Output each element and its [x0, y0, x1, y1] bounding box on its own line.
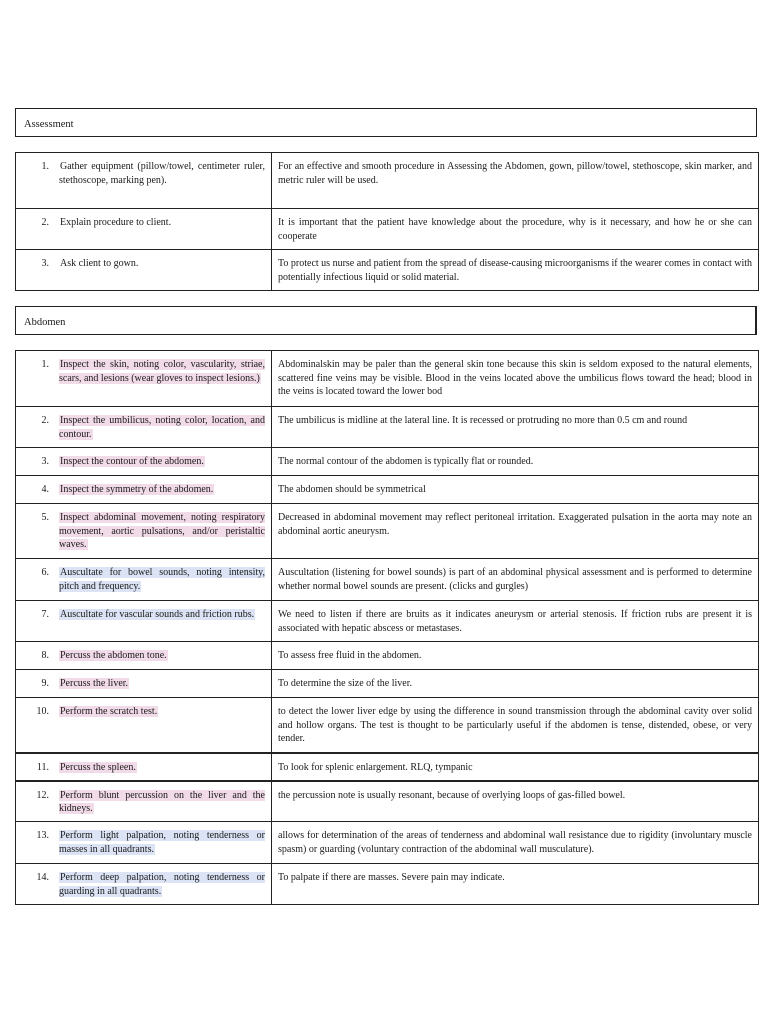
table-row: [16, 476, 759, 504]
step-text: Perform deep palpation, noting tenderness or guarding in all quadrants.: [59, 872, 265, 897]
step-text: Auscultate for bowel sounds, noting intensity, pitch and frequency.: [59, 567, 265, 592]
table-row: [16, 642, 759, 670]
step-number: 7.: [41, 609, 49, 620]
step-number: 3.: [41, 456, 49, 467]
step-text: Perform the scratch test.: [60, 706, 158, 717]
step-cell: [16, 351, 272, 407]
step-description: the percussion note is usually resonant, because of overlying loops of gas-filled bowel.: [278, 789, 626, 801]
table-row: [16, 448, 759, 476]
step-description: Decreased in abdominal movement may reflect peritoneal irritation. Exaggerated pulsation in the aorta may note an abdominal aortic aneurysm.: [278, 512, 752, 537]
description-cell: [272, 698, 759, 753]
step-description: The umbilicus is midline at the lateral line. It is recessed or protruding no more than 0.5 cm and round: [278, 415, 688, 426]
table-row: [16, 822, 759, 864]
table-row: [16, 407, 759, 448]
step-cell: [16, 476, 272, 504]
step-number: 1.: [41, 359, 49, 370]
step-text: Auscultate for vascular sounds and friction rubs.: [60, 609, 255, 620]
step-number: 11.: [36, 761, 49, 773]
step-description: We need to listen if there are bruits as it indicates aneurysm or arterial stenosis. If friction rubs are present it is associated with hepatic abscess or metastases.: [278, 609, 752, 634]
assessment-table: [15, 152, 759, 291]
step-number: 10.: [36, 706, 49, 717]
step-number: 4.: [41, 484, 49, 495]
description-cell: [272, 642, 759, 670]
assessment-title: Assessment: [24, 119, 74, 130]
step-text: Ask client to gown.: [60, 258, 139, 269]
step-number: 2.: [41, 217, 49, 228]
step-text: Inspect abdominal movement, noting respiratory movement, aortic pulsations, and/or peristaltic waves.: [59, 512, 265, 550]
table-row: [16, 781, 759, 822]
description-cell: [272, 670, 759, 698]
step-description: The abdomen should be symmetrical: [278, 484, 426, 495]
step-cell: [16, 250, 272, 291]
step-number: 8.: [41, 650, 49, 661]
step-cell: [16, 670, 272, 698]
step-cell: [16, 559, 272, 601]
description-cell: [272, 822, 759, 864]
table-row: [16, 601, 759, 642]
description-cell: [272, 209, 759, 250]
abdomen-table: [15, 350, 759, 905]
step-text: Inspect the symmetry of the abdomen.: [60, 484, 214, 495]
step-cell: [16, 864, 272, 905]
step-number: 2.: [41, 415, 49, 426]
description-cell: [272, 153, 759, 209]
step-number: 14.: [36, 872, 49, 883]
table-row: [16, 753, 759, 781]
step-cell: [16, 504, 272, 559]
step-number: 3.: [41, 258, 49, 269]
step-text: Inspect the contour of the abdomen.: [60, 456, 204, 467]
description-cell: [272, 476, 759, 504]
step-description: For an effective and smooth procedure in Assessing the Abdomen, gown, pillow/towel, stethoscope, skin marker, and metric ruler will be used.: [278, 161, 752, 186]
step-text: Perform blunt percussion on the liver and the kidneys.: [59, 789, 265, 814]
description-cell: [272, 559, 759, 601]
step-text: Gather equipment (pillow/towel, centimeter ruler, stethoscope, marking pen).: [59, 161, 265, 186]
step-description: To palpate if there are masses. Severe pain may indicate.: [278, 872, 505, 883]
table-row: [16, 351, 759, 407]
description-cell: [272, 864, 759, 905]
step-cell: [16, 822, 272, 864]
step-description: To assess free fluid in the abdomen.: [278, 650, 422, 661]
table-row: [16, 864, 759, 905]
step-text: Percuss the spleen.: [60, 761, 136, 773]
step-cell: [16, 753, 272, 781]
description-cell: [272, 753, 759, 781]
step-description: to detect the lower liver edge by using the difference in sound transmission through the abdominal cavity over solid and hollow organs. The test is thought to be particularly useful if the abdomen is tense, distended, obese, or very tender.: [278, 706, 752, 744]
step-text: Inspect the skin, noting color, vascularity, striae, scars, and lesions (wear gloves to inspect lesions.): [59, 359, 265, 384]
step-number: 13.: [36, 830, 49, 841]
description-cell: [272, 407, 759, 448]
assessment-header: [15, 108, 757, 137]
step-text: Percuss the liver.: [60, 678, 129, 689]
step-cell: [16, 209, 272, 250]
step-cell: [16, 698, 272, 753]
table-row: [16, 504, 759, 559]
description-cell: [272, 448, 759, 476]
step-cell: [16, 407, 272, 448]
step-description: Abdominalskin may be paler than the general skin tone because this skin is seldom exposed to the natural elements, scattered fine veins may be visible. Blood in the veins located above the umbilicus flows toward the head; blood in the veins is located toward the lower bod: [278, 359, 752, 397]
table-row: [16, 250, 759, 291]
table-row: [16, 153, 759, 209]
step-description: It is important that the patient have knowledge about the procedure, why is it necessary, and how he or she can cooperate: [278, 217, 752, 242]
table-row: [16, 698, 759, 753]
step-text: Explain procedure to client.: [60, 217, 172, 228]
step-number: 1.: [41, 161, 49, 172]
step-description: Auscultation (listening for bowel sounds) is part of an abdominal physical assessment and is performed to determine whether normal bowel sounds are present. (clicks and gurgles): [278, 567, 752, 592]
abdomen-header: [15, 306, 757, 335]
step-text: Perform light palpation, noting tenderness or masses in all quadrants.: [59, 830, 265, 855]
step-description: allows for determination of the areas of tenderness and abdominal wall resistance due to rigidity (involuntary muscle spasm) or guarding (voluntary contraction of the abdominal wall musculature).: [278, 830, 752, 855]
step-cell: [16, 153, 272, 209]
step-text: Inspect the umbilicus, noting color, location, and contour.: [59, 415, 265, 440]
step-description: The normal contour of the abdomen is typically flat or rounded.: [278, 456, 534, 467]
step-number: 12.: [36, 789, 49, 801]
description-cell: [272, 601, 759, 642]
table-row: [16, 559, 759, 601]
step-description: To look for splenic enlargement. RLQ, tympanic: [278, 761, 473, 773]
step-text: Percuss the abdomen tone.: [60, 650, 167, 661]
description-cell: [272, 250, 759, 291]
step-number: 9.: [41, 678, 49, 689]
step-cell: [16, 448, 272, 476]
description-cell: [272, 351, 759, 407]
step-cell: [16, 642, 272, 670]
table-row: [16, 209, 759, 250]
description-cell: [272, 781, 759, 822]
table-row: [16, 670, 759, 698]
step-number: 5.: [41, 512, 49, 523]
abdomen-title: Abdomen: [24, 317, 66, 328]
step-description: To determine the size of the liver.: [278, 678, 412, 689]
description-cell: [272, 504, 759, 559]
step-cell: [16, 601, 272, 642]
step-description: To protect us nurse and patient from the spread of disease-causing microorganisms if the wearer comes in contact with potentially infectious liquid or solid material.: [278, 258, 752, 283]
step-cell: [16, 781, 272, 822]
step-number: 6.: [41, 567, 49, 578]
